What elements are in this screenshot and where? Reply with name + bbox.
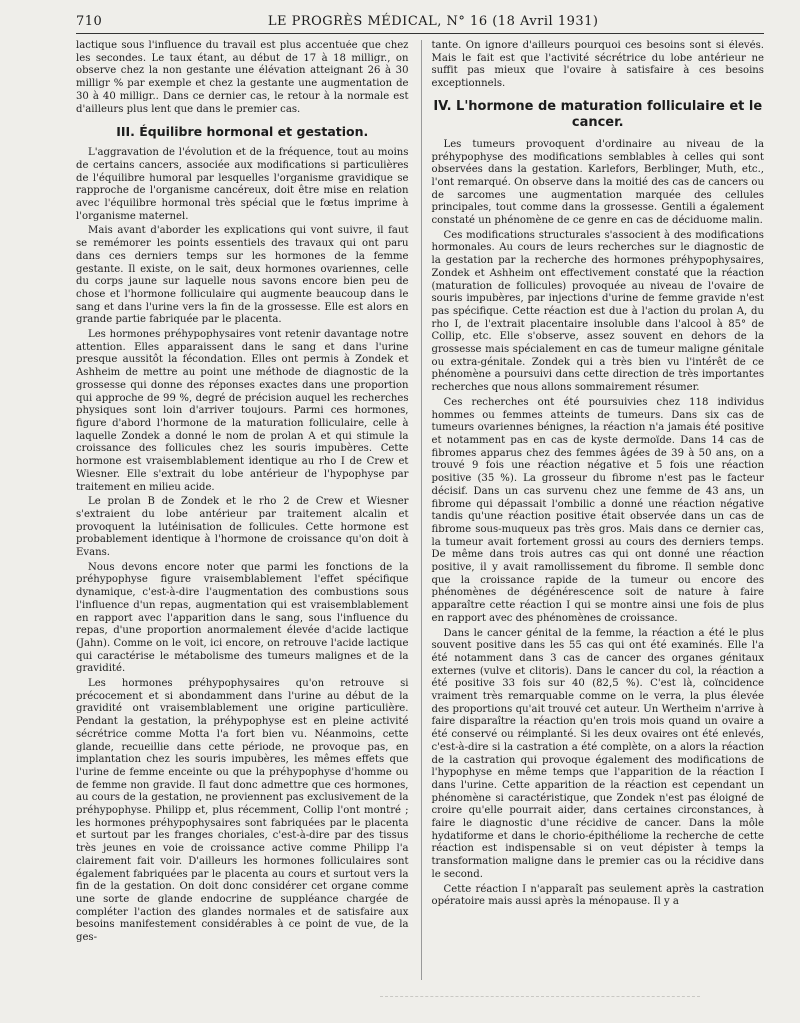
paragraph: Le prolan B de Zondek et le rho 2 de Crew et Wiesner s'extraient du lobe antérieur par traitement alcalin et provoquent la lutéinisation de follicules. Cette hormone est probablement identique à l'hormone de croissance qu'on doit à Evans. bbox=[76, 496, 409, 559]
paragraph: Cette réaction I n'apparaît pas seulement après la castration opératoire mais aussi après la ménopause. Il y a bbox=[431, 883, 764, 908]
paragraph: Mais avant d'aborder les explications qui vont suivre, il faut se remémorer les points essentiels des travaux qui ont paru dans ces derniers temps sur les hormones de la femme gestante. Il existe, on le sait, deux hormones ovariennes, celle du corps jaune sur laquelle nous savons encore bien peu de chose et l'hormone folliculaire qui augmente beaucoup dans le sang et dans l'urine vers la fin de la grossesse. Elle est alors en grande partie fabriquée par le placenta. bbox=[76, 225, 409, 326]
left-column bbox=[76, 40, 409, 980]
paragraph: Dans le cancer génital de la femme, la réaction a été le plus souvent positive dans les 55 cas qui ont été examinés. Elle l'a été notamment dans 3 cas de cancer des organes génitaux externes (vulve et clitoris). Dans le cancer du col, la réaction a été positive 33 fois sur 40 (82,5 %). C'est là, coïncidence vraiment très remarquable comme on le verra, la plus élevée des proportions qu'ait trouvé cet auteur. Un Wertheim n'arrive à faire disparaître la réaction qu'en trois mois quand un ovaire a été conservé ou réimplanté. Si les deux ovaires ont été enlevés, c'est-à-dire si la castration a été complète, on a alors la réaction de la castration qui provoque également des modifications de l'hypophyse en même temps que l'apparition de la réaction I dans l'urine. Cette apparition de la réaction est cependant un phénomène si caractéristique, que Zondek n'est pas éloigné de croire qu'elle pourrait aider, dans certaines circonstances, à faire le diagnostic d'une récidive de cancer. Dans la môle hydatiforme et dans le chorio-épithéliome la recherche de cette réaction est indispensable si on veut dépister à temps la transformation maligne dans le premier cas ou la récidive dans le second. bbox=[431, 627, 764, 880]
right-column bbox=[421, 40, 765, 980]
paragraph: L'aggravation de l'évolution et de la fréquence, tout au moins de certains cancers, associée aux modifications si particulières de l'équilibre humoral par lesquelles l'organisme gravidique se rapproche de l'organisme cancéreux, doit être mise en relation avec l'équilibre hormonal très spécial que le fœtus imprime à l'organisme maternel. bbox=[76, 147, 409, 222]
paragraph: Les tumeurs provoquent d'ordinaire au niveau de la préhypophyse des modifications semblables à celles qui sont observées dans la gestation. Karlefors, Berblinger, Muth, etc., l'ont remarqué. On observe dans la moitié des cas de cancers ou de sarcomes une augmentation marquée des cellules principales, tout comme dans la grossesse. Gentili a également constaté un phénomène de ce genre en cas de déciduome malin. bbox=[431, 138, 764, 227]
header-rule bbox=[76, 33, 764, 34]
paragraph: Les hormones préhypophysaires vont retenir davantage notre attention. Elles apparaissent dans le sang et dans l'urine presque aussitôt la fécondation. Elles ont permis à Zondek et Ashheim de mettre au point une méthode de diagnostic de la grossesse qui donne des réponses exactes dans une proportion qui approche de 99 %, degré de précision auquel les recherches physiques sont loin d'arriver toujours. Parmi ces hormones, figure d'abord l'hormone de la maturation folliculaire, celle à laquelle Zondek a donné le nom de prolan A et qui stimule la croissance des follicules chez les souris impubères. Cette hormone est vraisemblablement identique au rho I de Crew et Wiesner. Elle s'extrait du lobe antérieur de l'hypophyse par traitement en milieu acide. bbox=[76, 329, 409, 493]
paragraph: Ces modifications structurales s'associent à des modifications hormonales. Au cours de leurs recherches sur le diagnostic de la gestation par la recherche des hormones préhypophysaires, Zondek et Ashheim ont effectivement constaté que la réaction (maturation de follicules) provoquée au niveau de l'ovaire de souris impubères, par injections d'urine de femme gravide n'est pas spécifique. Cette réaction est due à l'action du prolan A, du rho I, de l'extrait placentaire insoluble dans l'alcool à 85° de Collip, etc. Elle s'observe, assez souvent en dehors de la grossesse mais spécialement en cas de tumeur maligne génitale ou extra-génitale. Zondek qui a très bien vu l'intérêt de ce phénomène a poursuivi dans cette direction de très importantes recherches que nous allons sommairement résumer. bbox=[431, 229, 764, 394]
section-heading-iv: IV. L'hormone de maturation folliculaire et le cancer. bbox=[433, 98, 763, 130]
page-bottom-mark bbox=[380, 996, 700, 997]
journal-title: LE PROGRÈS MÉDICAL, N° 16 (18 Avril 1931) bbox=[267, 14, 599, 29]
running-head bbox=[76, 14, 764, 33]
page-number: 710 bbox=[76, 14, 103, 29]
paragraph: tante. On ignore d'ailleurs pourquoi ces besoins sont si élevés. Mais le fait est que l'activité sécrétrice du lobe antérieur ne suffit pas mieux que l'ovaire à satisfaire à ces besoins exceptionnels. bbox=[431, 40, 764, 90]
section-heading-iii: III. Équilibre hormonal et gestation. bbox=[116, 124, 369, 140]
text-columns bbox=[76, 40, 764, 980]
paragraph: Ces recherches ont été poursuivies chez 118 individus hommes ou femmes atteints de tumeurs. Dans six cas de tumeurs ovariennes bénignes, la réaction n'a jamais été positive et notamment pas en cas de kyste dermoïde. Dans 14 cas de fibromes apparus chez des femmes âgées de 39 à 50 ans, on a trouvé 9 fois une réaction négative et 5 fois une réaction positive (35 %). La grosseur du fibrome n'est pas le facteur décisif. Dans un cas survenu chez une femme de 43 ans, un fibrome qui dépassait l'ombilic a donné une réaction négative tandis qu'une réaction positive était observée dans un cas de fibrome sous-muqueux pas très gros. Mais dans ce dernier cas, la tumeur avait fortement grossi au cours des derniers temps. De même dans trois autres cas qui ont donné une réaction positive, il y avait ramollissement du fibrome. Il semble donc que la croissance rapide de la tumeur ou encore des phénomènes de dégénérescence soit de nature à faire apparaître cette réaction I qui se montre ainsi une fois de plus en rapport avec des phénomènes de croissance. bbox=[431, 396, 764, 624]
paragraph: lactique sous l'influence du travail est plus accentuée que chez les secondes. Le taux étant, au début de 17 à 18 milligr., on observe chez la non gestante une élévation atteignant 26 à 30 milligr % par exemple et chez la gestante une augmentation de 30 à 40 milligr.. Dans ce dernier cas, le retour à la normale est d'ailleurs plus lent que dans le premier cas. bbox=[76, 40, 409, 115]
paragraph: Les hormones préhypophysaires qu'on retrouve si précocement et si abondamment dans l'urine au début de la gravidité ont vraisemblablement une origine particulière. Pendant la gestation, la préhypophyse est en pleine activité sécrétrice comme Motta l'a fort bien vu. Néanmoins, cette glande, recueillie dans cette période, ne provoque pas, en implantation chez les souris impubères, les mêmes effets que l'urine de femme enceinte ou que la préhypophyse d'homme ou de femme non gravide. Il faut donc admettre que ces hormones, au cours de la gestation, ne proviennent pas exclusivement de la préhypophyse. Philipp et, plus récemment, Collip l'ont montré ; les hormones préhypophysaires sont fabriquées par le placenta et surtout par les franges choriales, c'est-à-dire par des tissus très jeunes en voie de croissance active comme Philipp l'a clairement fait voir. D'ailleurs les hormones folliculaires sont également fabriquées par le placenta au cours et surtout vers la fin de la gestation. On doit donc considérer cet organe comme une sorte de glande endocrine de suppléance chargée de compléter l'action des glandes normales et de satisfaire aux besoins manifestement considérables à ce point de vue, de la ges- bbox=[76, 678, 409, 944]
paragraph: Nous devons encore noter que parmi les fonctions de la préhypophyse figure vraisemblablement l'effet spécifique dynamique, c'est-à-dire l'augmentation des combustions sous l'influence d'un repas, augmentation qui est vraisemblablement en rapport avec l'apparition dans le sang, sous l'influence du repas, d'une proportion anormalement élevée d'acide lactique (Jahn). Comme on le voit, ici encore, on retrouve l'acide lactique qui caractérise le métabolisme des tumeurs malignes et de la gravidité. bbox=[76, 561, 409, 675]
